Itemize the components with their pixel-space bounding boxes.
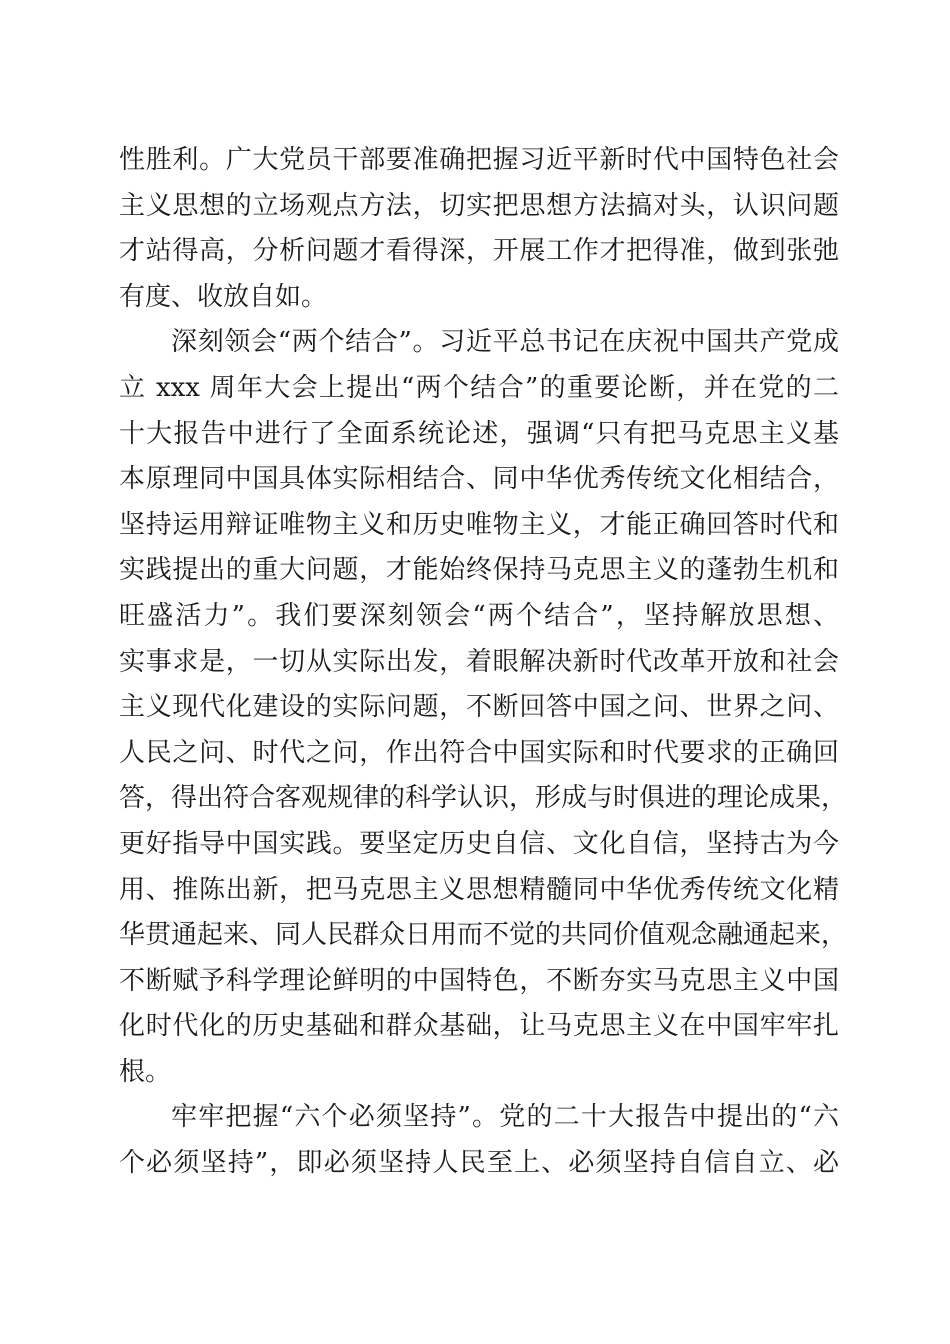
text-line: 人民之问、时代之问，作出符合中国实际和时代要求的正确回 — [119, 737, 839, 768]
text-line: 化时代化的历史基础和群众基础，让马克思主义在中国牢牢扎 — [119, 1011, 839, 1042]
text-line: 实践提出的重大问题，才能始终保持马克思主义的蓬勃生机和 — [119, 555, 839, 586]
paragraph-1 — [119, 138, 839, 320]
text-line: 坚持运用辩证唯物主义和历史唯物主义，才能正确回答时代和 — [119, 509, 839, 540]
text-line: 牢牢把握“六个必须坚持”。党的二十大报告中提出的“六 — [171, 1102, 839, 1133]
text-line: 个必须坚持”，即必须坚持人民至上、必须坚持自信自立、必 — [119, 1148, 839, 1179]
text-line: 实事求是，一切从实际出发，着眼解决新时代改革开放和社会 — [119, 646, 839, 677]
text-line: 华贯通起来、同人民群众日用而不觉的共同价值观念融通起来， — [119, 920, 848, 951]
text-line: 本原理同中国具体实际相结合、同中华优秀传统文化相结合， — [119, 464, 839, 495]
text-line: 主义思想的立场观点方法，切实把思想方法搞对头，认识问题 — [119, 190, 839, 221]
text-line: 更好指导中国实践。要坚定历史自信、文化自信，坚持古为今 — [119, 828, 839, 859]
text-line: 不断赋予科学理论鲜明的中国特色，不断夯实马克思主义中国 — [119, 965, 839, 996]
paragraph-3 — [119, 1095, 839, 1186]
paragraph-2 — [119, 320, 848, 1095]
text-line: 答，得出符合客观规律的科学认识，形成与时俱进的理论成果， — [119, 783, 848, 814]
text-line: 十大报告中进行了全面系统论述，强调“只有把马克思主义基 — [119, 418, 839, 449]
text-line: 立 xxx 周年大会上提出“两个结合”的重要论断，并在党的二 — [119, 372, 839, 403]
text-line: 有度、收放自如。 — [119, 281, 328, 312]
text-line: 根。 — [119, 1056, 172, 1087]
document-body — [119, 138, 848, 1187]
text-line: 主义现代化建设的实际问题，不断回答中国之问、世界之问、 — [119, 692, 839, 723]
text-line: 性胜利。广大党员干部要准确把握习近平新时代中国特色社会 — [119, 145, 839, 175]
text-line: 深刻领会“两个结合”。习近平总书记在庆祝中国共产党成 — [171, 327, 839, 358]
text-line: 旺盛活力”。我们要深刻领会“两个结合”，坚持解放思想、 — [119, 600, 839, 631]
text-line: 用、推陈出新，把马克思主义思想精髓同中华优秀传统文化精 — [119, 874, 839, 905]
text-line: 才站得高，分析问题才看得深，开展工作才把得准，做到张弛 — [119, 236, 839, 267]
